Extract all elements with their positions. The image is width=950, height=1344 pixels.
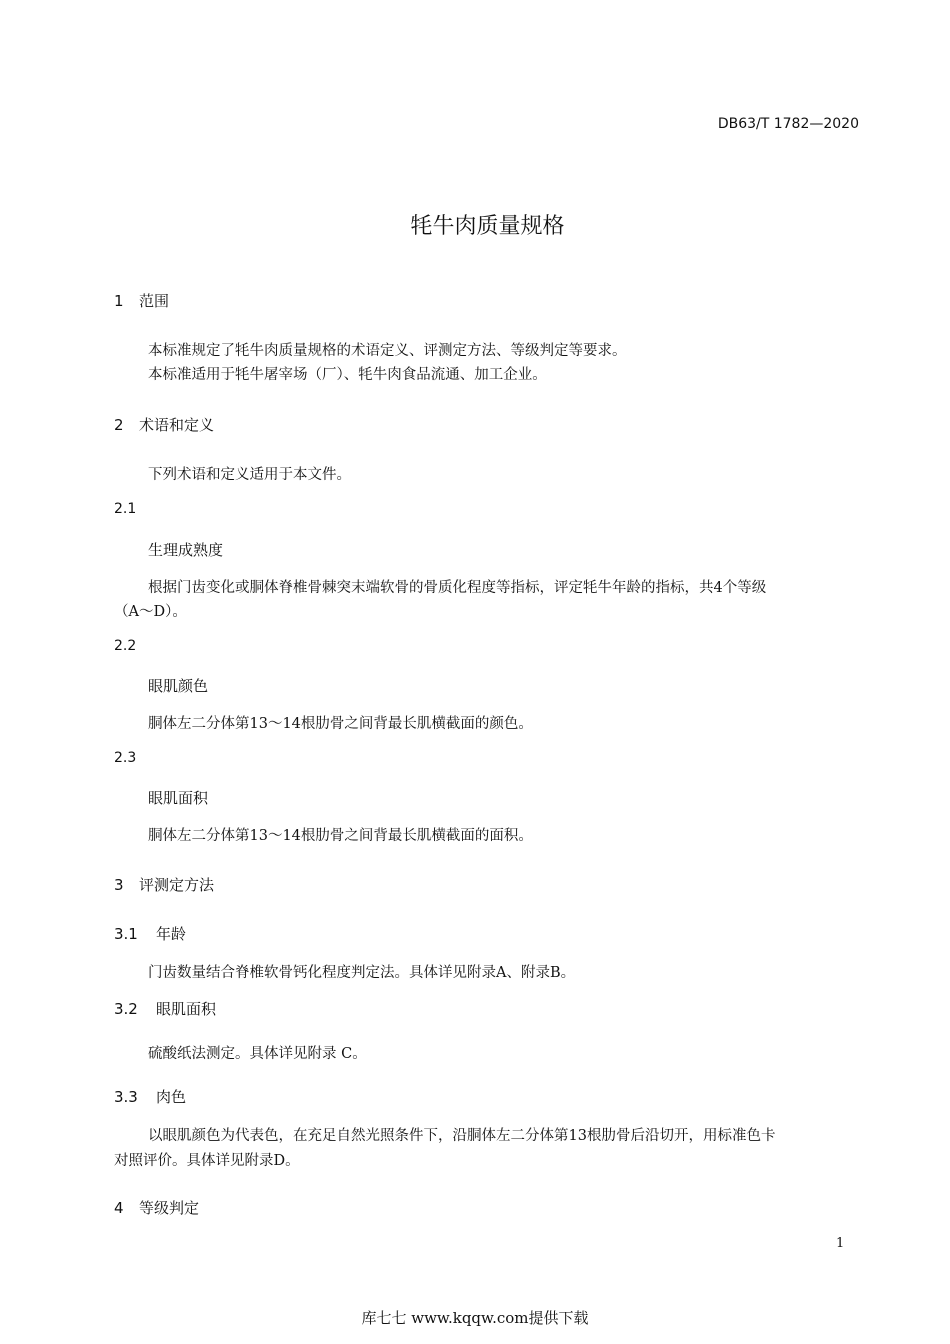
document-number: DB63/T 1782—2020: [717, 116, 859, 132]
paragraph: 本标准规定了牦牛肉质量规格的术语定义、评测定方法、等级判定等要求。: [148, 343, 627, 359]
subsection-heading: [114, 1086, 186, 1107]
term-name: 生理成熟度: [148, 541, 224, 559]
section-number: 1: [114, 292, 124, 310]
section-1-heading: [114, 290, 169, 311]
section-number: 4: [114, 1199, 124, 1217]
section-title: 范围: [139, 292, 170, 310]
paragraph-continued: 对照评价。具体详见附录D。: [114, 1153, 300, 1169]
term-number: 2.1: [114, 501, 137, 517]
paragraph: 下列术语和定义适用于本文件。: [148, 467, 351, 483]
footer-watermark: 库七七 www.kqqw.com提供下载: [361, 1309, 589, 1327]
paragraph: 本标准适用于牦牛屠宰场（厂）、牦牛肉食品流通、加工企业。: [148, 367, 547, 383]
term-name: 眼肌颜色: [148, 677, 209, 695]
term-definition: 胴体左二分体第13～14根肋骨之间背最长肌横截面的面积。: [148, 828, 533, 844]
term-definition: 根据门齿变化或胴体脊椎骨棘突末端软骨的骨质化程度等指标，评定牦牛年龄的指标，共4个等级: [148, 580, 767, 596]
paragraph: 以眼肌颜色为代表色，在充足自然光照条件下，沿胴体左二分体第13根肋骨后沿切开，用标准色卡: [148, 1128, 776, 1144]
subsection-heading: [114, 923, 186, 944]
term-definition-continued: （A～D）。: [114, 604, 187, 620]
section-2-heading: [114, 414, 214, 435]
section-title: 等级判定: [139, 1199, 200, 1217]
term-number: 2.3: [114, 750, 137, 766]
subsection-title: 肉色: [156, 1088, 187, 1106]
section-3-heading: [114, 874, 214, 895]
page-number: 1: [836, 1236, 845, 1251]
subsection-title: 眼肌面积: [156, 1000, 217, 1018]
subsection-number: 3.1: [114, 925, 138, 943]
section-4-heading: [114, 1197, 199, 1218]
subsection-heading: [114, 998, 216, 1019]
subsection-number: 3.2: [114, 1000, 138, 1018]
document-title: 牦牛肉质量规格: [410, 214, 565, 239]
term-number: 2.2: [114, 638, 137, 654]
paragraph: 硫酸纸法测定。具体详见附录 C。: [148, 1046, 367, 1062]
section-title: 评测定方法: [139, 876, 215, 894]
section-number: 2: [114, 416, 124, 434]
subsection-number: 3.3: [114, 1088, 138, 1106]
section-title: 术语和定义: [139, 416, 215, 434]
section-number: 3: [114, 876, 124, 894]
term-definition: 胴体左二分体第13～14根肋骨之间背最长肌横截面的颜色。: [148, 716, 533, 732]
paragraph: 门齿数量结合脊椎软骨钙化程度判定法。具体详见附录A、附录B。: [148, 965, 576, 981]
term-name: 眼肌面积: [148, 789, 209, 807]
subsection-title: 年龄: [156, 925, 187, 943]
